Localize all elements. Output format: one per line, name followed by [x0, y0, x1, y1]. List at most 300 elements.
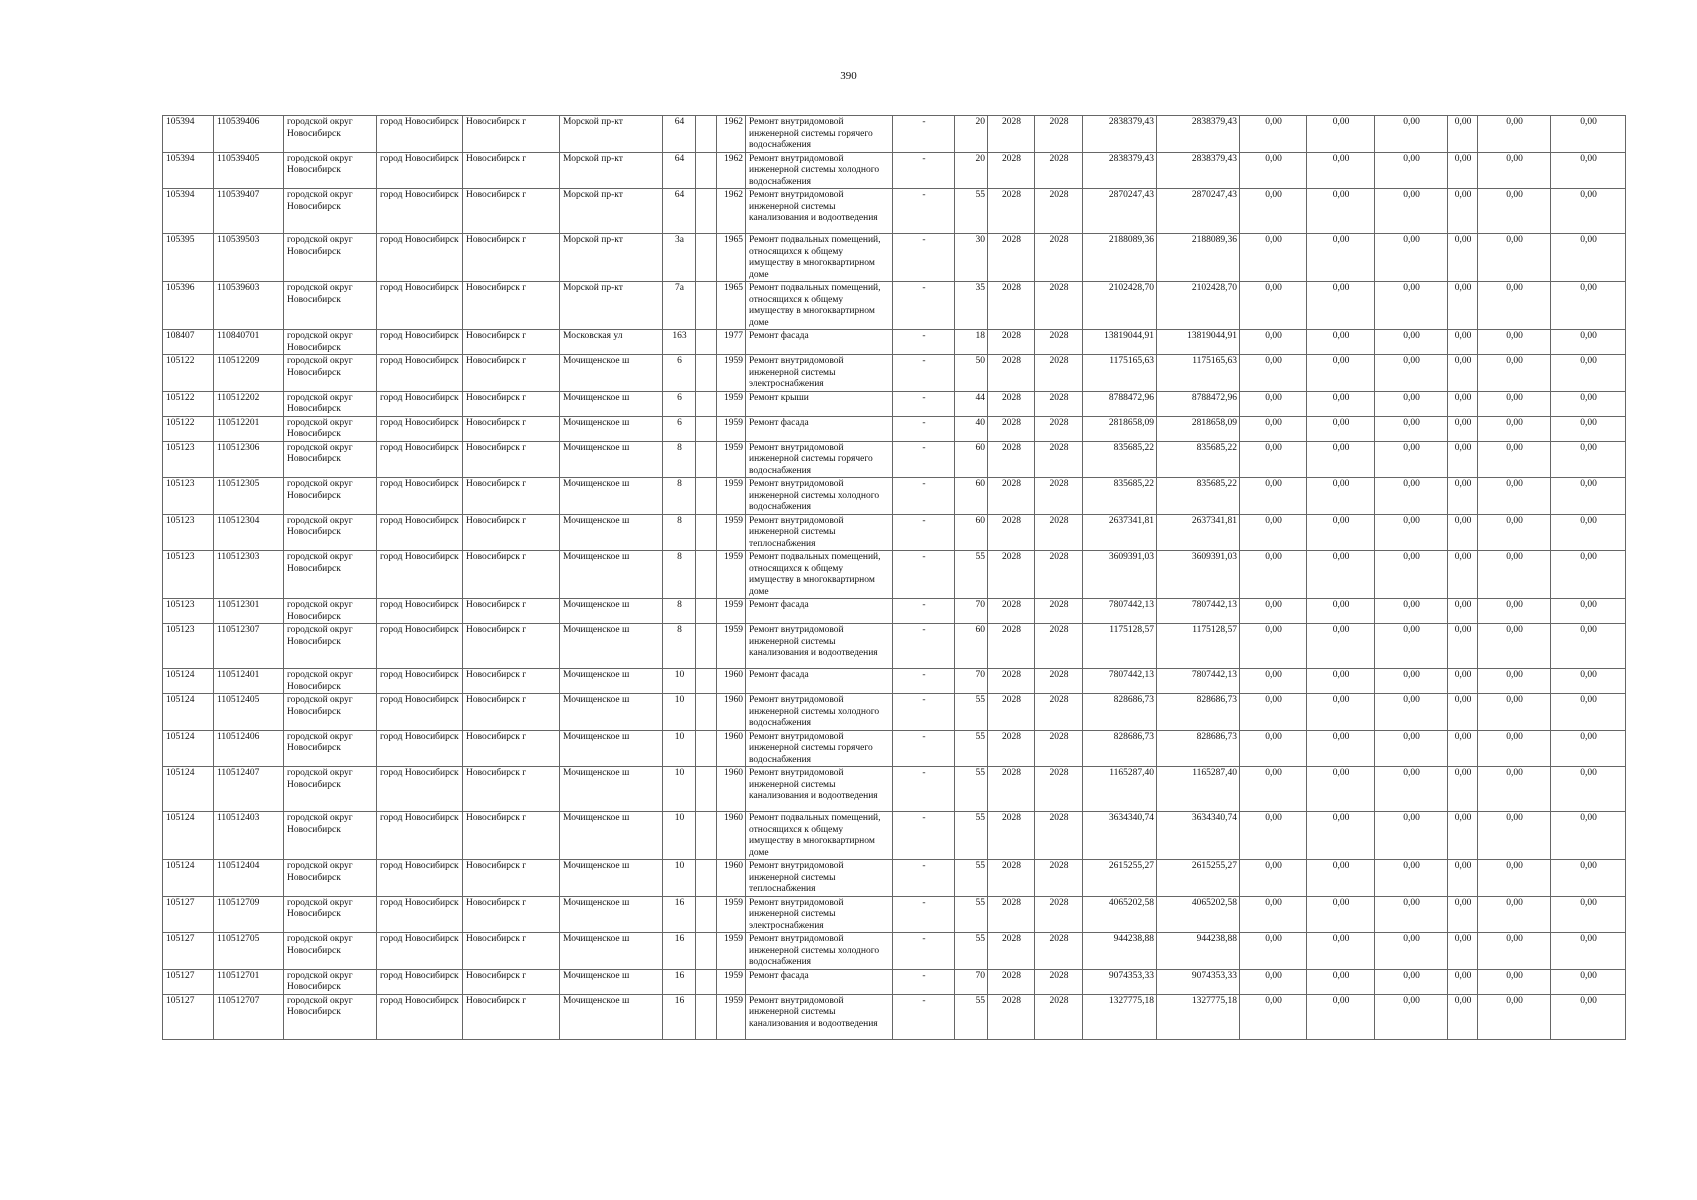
- amount-cell: 0,00: [1375, 416, 1448, 441]
- amount-cell: 0,00: [1448, 416, 1478, 441]
- build-year-cell: 1959: [717, 599, 746, 624]
- municipal-district-cell: городской округ Новосибирск: [284, 933, 377, 970]
- street-cell: Мочищенское ш: [560, 624, 663, 669]
- object-id-cell: 105127: [163, 896, 214, 933]
- settlement-cell: город Новосибирск: [377, 933, 463, 970]
- amount-cell: 0,00: [1240, 441, 1307, 478]
- amount-cell: 0,00: [1307, 152, 1375, 189]
- locality-cell: Новосибирск г: [463, 896, 560, 933]
- plan-year-start-cell: 2028: [988, 441, 1035, 478]
- house-number-cell: 3а: [663, 234, 696, 282]
- amount-cell: 0,00: [1240, 730, 1307, 767]
- amount-cell: 0,00: [1478, 234, 1551, 282]
- building-cell: [696, 355, 717, 392]
- amount-cell: 0,00: [1551, 551, 1626, 599]
- amount-cell: 0,00: [1240, 812, 1307, 860]
- table-row: [163, 994, 1626, 1039]
- amount-cell: 0,00: [1448, 152, 1478, 189]
- amount-cell: 0,00: [1307, 189, 1375, 234]
- dash-cell: -: [893, 896, 955, 933]
- amount-cell: 0,00: [1551, 669, 1626, 694]
- plan-year-end-cell: 2028: [1035, 441, 1083, 478]
- house-number-cell: 8: [663, 478, 696, 515]
- dash-cell: -: [893, 969, 955, 994]
- plan-year-start-cell: 2028: [988, 767, 1035, 812]
- municipal-district-cell: городской округ Новосибирск: [284, 551, 377, 599]
- amount-cell: 0,00: [1478, 860, 1551, 897]
- municipal-district-cell: городской округ Новосибирск: [284, 599, 377, 624]
- cost-fund-cell: 7807442,13: [1157, 669, 1240, 694]
- amount-cell: 0,00: [1375, 478, 1448, 515]
- house-number-cell: 10: [663, 767, 696, 812]
- house-number-cell: 10: [663, 694, 696, 731]
- cost-fund-cell: 2818658,09: [1157, 416, 1240, 441]
- object-id-cell: 105395: [163, 234, 214, 282]
- wear-percent-cell: 35: [955, 282, 988, 330]
- amount-cell: 0,00: [1551, 933, 1626, 970]
- work-type-cell: Ремонт подвальных помещений, относящихся к общему имуществу в многоквартирном доме: [746, 282, 893, 330]
- plan-year-start-cell: 2028: [988, 599, 1035, 624]
- settlement-cell: город Новосибирск: [377, 441, 463, 478]
- locality-cell: Новосибирск г: [463, 860, 560, 897]
- building-cell: [696, 514, 717, 551]
- street-cell: Мочищенское ш: [560, 355, 663, 392]
- wear-percent-cell: 55: [955, 860, 988, 897]
- table-row: [163, 860, 1626, 897]
- plan-year-start-cell: 2028: [988, 152, 1035, 189]
- plan-year-start-cell: 2028: [988, 514, 1035, 551]
- object-id-cell: 105123: [163, 514, 214, 551]
- cost-total-cell: 2838379,43: [1083, 116, 1157, 153]
- amount-cell: 0,00: [1478, 812, 1551, 860]
- plan-year-start-cell: 2028: [988, 896, 1035, 933]
- object-id-cell: 105123: [163, 624, 214, 669]
- amount-cell: 0,00: [1551, 812, 1626, 860]
- amount-cell: 0,00: [1478, 514, 1551, 551]
- work-type-cell: Ремонт внутридомовой инженерной системы горячего водоснабжения: [746, 116, 893, 153]
- wear-percent-cell: 55: [955, 933, 988, 970]
- amount-cell: 0,00: [1375, 441, 1448, 478]
- municipal-district-cell: городской округ Новосибирск: [284, 282, 377, 330]
- municipal-district-cell: городской округ Новосибирск: [284, 355, 377, 392]
- table-row: [163, 282, 1626, 330]
- amount-cell: 0,00: [1448, 694, 1478, 731]
- cost-fund-cell: 2838379,43: [1157, 152, 1240, 189]
- dash-cell: -: [893, 189, 955, 234]
- plan-year-end-cell: 2028: [1035, 694, 1083, 731]
- dash-cell: -: [893, 116, 955, 153]
- table-row: [163, 514, 1626, 551]
- locality-cell: Новосибирск г: [463, 416, 560, 441]
- cost-fund-cell: 1165287,40: [1157, 767, 1240, 812]
- house-number-cell: 6: [663, 355, 696, 392]
- plan-year-start-cell: 2028: [988, 478, 1035, 515]
- dash-cell: -: [893, 355, 955, 392]
- amount-cell: 0,00: [1307, 694, 1375, 731]
- work-type-cell: Ремонт внутридомовой инженерной системы теплоснабжения: [746, 514, 893, 551]
- cost-fund-cell: 1175165,63: [1157, 355, 1240, 392]
- dash-cell: -: [893, 669, 955, 694]
- locality-cell: Новосибирск г: [463, 116, 560, 153]
- amount-cell: 0,00: [1478, 330, 1551, 355]
- amount-cell: 0,00: [1448, 355, 1478, 392]
- amount-cell: 0,00: [1478, 355, 1551, 392]
- building-cell: [696, 860, 717, 897]
- settlement-cell: город Новосибирск: [377, 355, 463, 392]
- element-id-cell: 110512705: [214, 933, 284, 970]
- locality-cell: Новосибирск г: [463, 730, 560, 767]
- plan-year-start-cell: 2028: [988, 669, 1035, 694]
- building-cell: [696, 551, 717, 599]
- amount-cell: 0,00: [1551, 391, 1626, 416]
- table-row: [163, 551, 1626, 599]
- municipal-district-cell: городской округ Новосибирск: [284, 767, 377, 812]
- cost-total-cell: 3609391,03: [1083, 551, 1157, 599]
- amount-cell: 0,00: [1240, 896, 1307, 933]
- work-type-cell: Ремонт внутридомовой инженерной системы теплоснабжения: [746, 860, 893, 897]
- amount-cell: 0,00: [1448, 896, 1478, 933]
- dash-cell: -: [893, 152, 955, 189]
- build-year-cell: 1960: [717, 669, 746, 694]
- cost-fund-cell: 3634340,74: [1157, 812, 1240, 860]
- amount-cell: 0,00: [1375, 330, 1448, 355]
- element-id-cell: 110512405: [214, 694, 284, 731]
- amount-cell: 0,00: [1448, 478, 1478, 515]
- build-year-cell: 1959: [717, 896, 746, 933]
- wear-percent-cell: 55: [955, 189, 988, 234]
- amount-cell: 0,00: [1375, 624, 1448, 669]
- dash-cell: -: [893, 933, 955, 970]
- wear-percent-cell: 44: [955, 391, 988, 416]
- building-cell: [696, 896, 717, 933]
- amount-cell: 0,00: [1375, 234, 1448, 282]
- amount-cell: 0,00: [1375, 969, 1448, 994]
- plan-year-end-cell: 2028: [1035, 416, 1083, 441]
- locality-cell: Новосибирск г: [463, 441, 560, 478]
- municipal-district-cell: городской округ Новосибирск: [284, 152, 377, 189]
- house-number-cell: 7а: [663, 282, 696, 330]
- cost-total-cell: 9074353,33: [1083, 969, 1157, 994]
- element-id-cell: 110512404: [214, 860, 284, 897]
- amount-cell: 0,00: [1240, 116, 1307, 153]
- street-cell: Морской пр-кт: [560, 282, 663, 330]
- amount-cell: 0,00: [1240, 860, 1307, 897]
- cost-total-cell: 1327775,18: [1083, 994, 1157, 1039]
- amount-cell: 0,00: [1240, 514, 1307, 551]
- amount-cell: 0,00: [1478, 624, 1551, 669]
- amount-cell: 0,00: [1307, 860, 1375, 897]
- amount-cell: 0,00: [1307, 478, 1375, 515]
- amount-cell: 0,00: [1375, 355, 1448, 392]
- element-id-cell: 110539407: [214, 189, 284, 234]
- work-type-cell: Ремонт внутридомовой инженерной системы горячего водоснабжения: [746, 441, 893, 478]
- dash-cell: -: [893, 624, 955, 669]
- cost-total-cell: 835685,22: [1083, 441, 1157, 478]
- object-id-cell: 105124: [163, 694, 214, 731]
- build-year-cell: 1959: [717, 355, 746, 392]
- settlement-cell: город Новосибирск: [377, 860, 463, 897]
- amount-cell: 0,00: [1307, 391, 1375, 416]
- amount-cell: 0,00: [1551, 282, 1626, 330]
- street-cell: Мочищенское ш: [560, 767, 663, 812]
- dash-cell: -: [893, 860, 955, 897]
- cost-total-cell: 2102428,70: [1083, 282, 1157, 330]
- amount-cell: 0,00: [1551, 116, 1626, 153]
- amount-cell: 0,00: [1240, 969, 1307, 994]
- table-row: [163, 599, 1626, 624]
- amount-cell: 0,00: [1375, 994, 1448, 1039]
- settlement-cell: город Новосибирск: [377, 969, 463, 994]
- amount-cell: 0,00: [1375, 391, 1448, 416]
- street-cell: Мочищенское ш: [560, 669, 663, 694]
- object-id-cell: 105124: [163, 860, 214, 897]
- amount-cell: 0,00: [1240, 624, 1307, 669]
- cost-total-cell: 1175165,63: [1083, 355, 1157, 392]
- plan-year-start-cell: 2028: [988, 933, 1035, 970]
- building-cell: [696, 694, 717, 731]
- locality-cell: Новосибирск г: [463, 551, 560, 599]
- amount-cell: 0,00: [1240, 933, 1307, 970]
- plan-year-end-cell: 2028: [1035, 767, 1083, 812]
- street-cell: Мочищенское ш: [560, 860, 663, 897]
- amount-cell: 0,00: [1240, 994, 1307, 1039]
- building-cell: [696, 812, 717, 860]
- build-year-cell: 1959: [717, 514, 746, 551]
- cost-total-cell: 1175128,57: [1083, 624, 1157, 669]
- building-cell: [696, 933, 717, 970]
- settlement-cell: город Новосибирск: [377, 116, 463, 153]
- amount-cell: 0,00: [1307, 624, 1375, 669]
- settlement-cell: город Новосибирск: [377, 896, 463, 933]
- municipal-district-cell: городской округ Новосибирск: [284, 330, 377, 355]
- amount-cell: 0,00: [1448, 514, 1478, 551]
- element-id-cell: 110512305: [214, 478, 284, 515]
- plan-year-start-cell: 2028: [988, 391, 1035, 416]
- house-number-cell: 6: [663, 391, 696, 416]
- street-cell: Мочищенское ш: [560, 478, 663, 515]
- amount-cell: 0,00: [1478, 896, 1551, 933]
- amount-cell: 0,00: [1551, 969, 1626, 994]
- amount-cell: 0,00: [1240, 282, 1307, 330]
- build-year-cell: 1959: [717, 551, 746, 599]
- settlement-cell: город Новосибирск: [377, 694, 463, 731]
- plan-year-end-cell: 2028: [1035, 234, 1083, 282]
- plan-year-start-cell: 2028: [988, 551, 1035, 599]
- building-cell: [696, 599, 717, 624]
- object-id-cell: 105122: [163, 355, 214, 392]
- object-id-cell: 105394: [163, 189, 214, 234]
- element-id-cell: 110512304: [214, 514, 284, 551]
- amount-cell: 0,00: [1240, 767, 1307, 812]
- municipal-district-cell: городской округ Новосибирск: [284, 416, 377, 441]
- object-id-cell: 108407: [163, 330, 214, 355]
- locality-cell: Новосибирск г: [463, 812, 560, 860]
- locality-cell: Новосибирск г: [463, 994, 560, 1039]
- plan-year-start-cell: 2028: [988, 994, 1035, 1039]
- cost-total-cell: 2870247,43: [1083, 189, 1157, 234]
- amount-cell: 0,00: [1551, 767, 1626, 812]
- element-id-cell: 110539603: [214, 282, 284, 330]
- settlement-cell: город Новосибирск: [377, 152, 463, 189]
- cost-total-cell: 7807442,13: [1083, 599, 1157, 624]
- table-row: [163, 933, 1626, 970]
- plan-year-start-cell: 2028: [988, 234, 1035, 282]
- plan-year-start-cell: 2028: [988, 189, 1035, 234]
- element-id-cell: 110512306: [214, 441, 284, 478]
- settlement-cell: город Новосибирск: [377, 514, 463, 551]
- municipal-district-cell: городской округ Новосибирск: [284, 669, 377, 694]
- cost-fund-cell: 8788472,96: [1157, 391, 1240, 416]
- settlement-cell: город Новосибирск: [377, 416, 463, 441]
- amount-cell: 0,00: [1307, 355, 1375, 392]
- amount-cell: 0,00: [1448, 599, 1478, 624]
- street-cell: Морской пр-кт: [560, 234, 663, 282]
- amount-cell: 0,00: [1551, 355, 1626, 392]
- plan-year-end-cell: 2028: [1035, 116, 1083, 153]
- amount-cell: 0,00: [1240, 478, 1307, 515]
- municipal-district-cell: городской округ Новосибирск: [284, 694, 377, 731]
- cost-total-cell: 944238,88: [1083, 933, 1157, 970]
- build-year-cell: 1962: [717, 152, 746, 189]
- amount-cell: 0,00: [1551, 441, 1626, 478]
- amount-cell: 0,00: [1551, 994, 1626, 1039]
- work-type-cell: Ремонт крыши: [746, 391, 893, 416]
- building-cell: [696, 478, 717, 515]
- build-year-cell: 1959: [717, 391, 746, 416]
- plan-year-end-cell: 2028: [1035, 599, 1083, 624]
- amount-cell: 0,00: [1551, 514, 1626, 551]
- amount-cell: 0,00: [1448, 624, 1478, 669]
- table-body: [163, 116, 1626, 1040]
- street-cell: Мочищенское ш: [560, 812, 663, 860]
- amount-cell: 0,00: [1307, 282, 1375, 330]
- building-cell: [696, 116, 717, 153]
- municipal-district-cell: городской округ Новосибирск: [284, 234, 377, 282]
- wear-percent-cell: 55: [955, 551, 988, 599]
- work-type-cell: Ремонт внутридомовой инженерной системы горячего водоснабжения: [746, 730, 893, 767]
- street-cell: Мочищенское ш: [560, 391, 663, 416]
- house-number-cell: 8: [663, 514, 696, 551]
- house-number-cell: 8: [663, 551, 696, 599]
- amount-cell: 0,00: [1375, 116, 1448, 153]
- amount-cell: 0,00: [1448, 330, 1478, 355]
- element-id-cell: 110512701: [214, 969, 284, 994]
- object-id-cell: 105127: [163, 994, 214, 1039]
- wear-percent-cell: 70: [955, 969, 988, 994]
- building-cell: [696, 669, 717, 694]
- amount-cell: 0,00: [1375, 599, 1448, 624]
- building-cell: [696, 330, 717, 355]
- plan-year-end-cell: 2028: [1035, 994, 1083, 1039]
- building-cell: [696, 624, 717, 669]
- amount-cell: 0,00: [1551, 330, 1626, 355]
- settlement-cell: город Новосибирск: [377, 551, 463, 599]
- amount-cell: 0,00: [1240, 330, 1307, 355]
- repair-register-table: [162, 115, 1626, 1040]
- cost-total-cell: 2637341,81: [1083, 514, 1157, 551]
- locality-cell: Новосибирск г: [463, 767, 560, 812]
- cost-fund-cell: 7807442,13: [1157, 599, 1240, 624]
- plan-year-end-cell: 2028: [1035, 812, 1083, 860]
- cost-fund-cell: 2838379,43: [1157, 116, 1240, 153]
- amount-cell: 0,00: [1478, 730, 1551, 767]
- amount-cell: 0,00: [1448, 812, 1478, 860]
- amount-cell: 0,00: [1448, 860, 1478, 897]
- street-cell: Мочищенское ш: [560, 933, 663, 970]
- element-id-cell: 110512401: [214, 669, 284, 694]
- cost-fund-cell: 1327775,18: [1157, 994, 1240, 1039]
- amount-cell: 0,00: [1375, 812, 1448, 860]
- house-number-cell: 16: [663, 994, 696, 1039]
- building-cell: [696, 391, 717, 416]
- plan-year-end-cell: 2028: [1035, 355, 1083, 392]
- amount-cell: 0,00: [1307, 969, 1375, 994]
- building-cell: [696, 416, 717, 441]
- table-row: [163, 730, 1626, 767]
- cost-fund-cell: 2615255,27: [1157, 860, 1240, 897]
- plan-year-end-cell: 2028: [1035, 896, 1083, 933]
- locality-cell: Новосибирск г: [463, 599, 560, 624]
- cost-total-cell: 828686,73: [1083, 730, 1157, 767]
- settlement-cell: город Новосибирск: [377, 669, 463, 694]
- cost-fund-cell: 9074353,33: [1157, 969, 1240, 994]
- amount-cell: 0,00: [1478, 669, 1551, 694]
- amount-cell: 0,00: [1448, 234, 1478, 282]
- amount-cell: 0,00: [1307, 330, 1375, 355]
- locality-cell: Новосибирск г: [463, 391, 560, 416]
- amount-cell: 0,00: [1307, 116, 1375, 153]
- settlement-cell: город Новосибирск: [377, 391, 463, 416]
- locality-cell: Новосибирск г: [463, 478, 560, 515]
- amount-cell: 0,00: [1478, 152, 1551, 189]
- locality-cell: Новосибирск г: [463, 234, 560, 282]
- amount-cell: 0,00: [1307, 730, 1375, 767]
- wear-percent-cell: 55: [955, 994, 988, 1039]
- wear-percent-cell: 55: [955, 730, 988, 767]
- build-year-cell: 1959: [717, 478, 746, 515]
- amount-cell: 0,00: [1375, 152, 1448, 189]
- work-type-cell: Ремонт внутридомовой инженерной системы холодного водоснабжения: [746, 933, 893, 970]
- amount-cell: 0,00: [1307, 551, 1375, 599]
- settlement-cell: город Новосибирск: [377, 730, 463, 767]
- house-number-cell: 64: [663, 189, 696, 234]
- amount-cell: 0,00: [1551, 896, 1626, 933]
- street-cell: Московская ул: [560, 330, 663, 355]
- amount-cell: 0,00: [1240, 599, 1307, 624]
- dash-cell: -: [893, 994, 955, 1039]
- table-row: [163, 152, 1626, 189]
- amount-cell: 0,00: [1375, 189, 1448, 234]
- build-year-cell: 1959: [717, 416, 746, 441]
- settlement-cell: город Новосибирск: [377, 282, 463, 330]
- dash-cell: -: [893, 330, 955, 355]
- cost-fund-cell: 2637341,81: [1157, 514, 1240, 551]
- dash-cell: -: [893, 730, 955, 767]
- locality-cell: Новосибирск г: [463, 330, 560, 355]
- work-type-cell: Ремонт внутридомовой инженерной системы канализования и водоотведения: [746, 994, 893, 1039]
- work-type-cell: Ремонт внутридомовой инженерной системы холодного водоснабжения: [746, 152, 893, 189]
- object-id-cell: 105396: [163, 282, 214, 330]
- element-id-cell: 110512209: [214, 355, 284, 392]
- amount-cell: 0,00: [1478, 116, 1551, 153]
- plan-year-start-cell: 2028: [988, 812, 1035, 860]
- build-year-cell: 1962: [717, 116, 746, 153]
- object-id-cell: 105394: [163, 152, 214, 189]
- table-row: [163, 441, 1626, 478]
- work-type-cell: Ремонт подвальных помещений, относящихся к общему имуществу в многоквартирном доме: [746, 812, 893, 860]
- build-year-cell: 1960: [717, 730, 746, 767]
- amount-cell: 0,00: [1448, 116, 1478, 153]
